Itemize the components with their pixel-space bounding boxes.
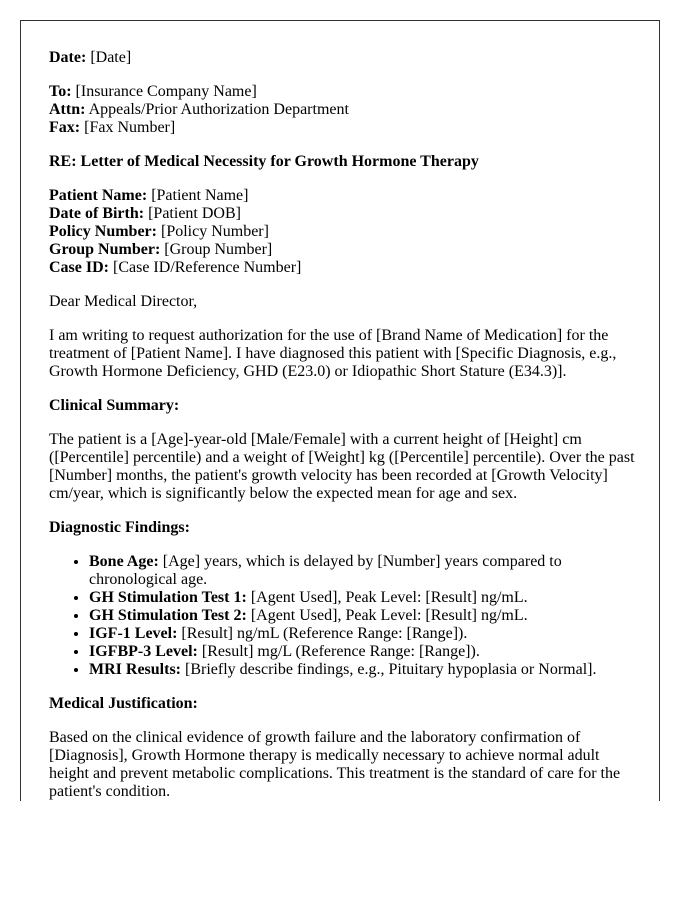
recipient-to (49, 83, 639, 101)
finding-value: [Result] ng/mL (Reference Range: [Range]). (181, 625, 468, 642)
intro-paragraph: I am writing to request authorization for the use of [Brand Name of Medication] for the treatment of [Patient Name]. I have diagnosed this patient with [Specific Diagnosis, e.g., Growth Hormone Deficiency, GHD (E23.0) or Idiopathic Short Stature (E34.3)]. (49, 327, 617, 380)
date-line (49, 49, 639, 67)
list-item (89, 553, 639, 589)
dob-label: Date of Birth: (49, 205, 145, 222)
fax-value: [Fax Number] (84, 119, 176, 136)
case-id-line (49, 259, 639, 277)
diagnostic-findings-heading (49, 519, 639, 537)
patient-name-label: Patient Name: (49, 187, 148, 204)
list-item (89, 661, 639, 679)
list-item (89, 643, 639, 661)
finding-label: IGFBP-3 Level: (89, 643, 198, 660)
finding-value: [Age] years, which is delayed by [Number] years compared to chronological age. (89, 553, 562, 588)
finding-label: IGF-1 Level: (89, 625, 178, 642)
finding-value: [Agent Used], Peak Level: [Result] ng/mL. (250, 589, 528, 606)
dob-value: [Patient DOB] (148, 205, 241, 222)
medical-justification-text: Based on the clinical evidence of growth failure and the laboratory confirmation of [Diagnosis], Growth Hormone therapy is medically necessary to achieve normal adult height and prevent metabolic complications. This treatment is the standard of care for the patient's condition. (49, 729, 621, 800)
recipient-fax (49, 119, 639, 137)
clinical-summary-heading-text: Clinical Summary: (49, 397, 180, 414)
group-label: Group Number: (49, 241, 161, 258)
date-value: [Date] (90, 49, 132, 66)
list-item (89, 589, 639, 607)
policy-label: Policy Number: (49, 223, 157, 240)
medical-justification-heading-text: Medical Justification: (49, 695, 198, 712)
re-line (49, 153, 639, 171)
attn-value: Appeals/Prior Authorization Department (88, 101, 349, 118)
recipient-block (49, 83, 639, 137)
fax-label: Fax: (49, 119, 81, 136)
recipient-attn (49, 101, 639, 119)
to-label: To: (49, 83, 72, 100)
patient-info-block (49, 187, 639, 277)
case-id-label: Case ID: (49, 259, 109, 276)
to-value: [Insurance Company Name] (75, 83, 257, 100)
patient-name-line (49, 187, 639, 205)
diagnostic-findings-heading-text: Diagnostic Findings: (49, 519, 190, 536)
attn-label: Attn: (49, 101, 86, 118)
patient-name-value: [Patient Name] (151, 187, 249, 204)
letter-content (49, 49, 639, 801)
clinical-summary-heading (49, 397, 639, 415)
date-label: Date: (49, 49, 87, 66)
salutation: Dear Medical Director, (49, 293, 198, 310)
letter-page (20, 20, 660, 801)
finding-value: [Briefly describe findings, e.g., Pituitary hypoplasia or Normal]. (185, 661, 597, 678)
finding-label: GH Stimulation Test 1: (89, 589, 247, 606)
re-subject: RE: Letter of Medical Necessity for Growth Hormone Therapy (49, 153, 479, 170)
group-value: [Group Number] (164, 241, 273, 258)
diagnostic-findings-list (49, 553, 639, 679)
medical-justification-heading (49, 695, 639, 713)
group-line (49, 241, 639, 259)
finding-value: [Result] mg/L (Reference Range: [Range]). (201, 643, 480, 660)
finding-value: [Agent Used], Peak Level: [Result] ng/mL. (250, 607, 528, 624)
policy-line (49, 223, 639, 241)
list-item (89, 607, 639, 625)
dob-line (49, 205, 639, 223)
clinical-summary-text: The patient is a [Age]-year-old [Male/Female] with a current height of [Height] cm ([Percentile] percentile) and a weight of [Weight] kg ([Percentile] percentile). Over the past [Number] months, the patient's growth velocity has been recorded at [Growth Velocity] cm/year, which is significantly below the expected mean for age and sex. (49, 431, 635, 502)
list-item (89, 625, 639, 643)
finding-label: GH Stimulation Test 2: (89, 607, 247, 624)
finding-label: MRI Results: (89, 661, 181, 678)
case-id-value: [Case ID/Reference Number] (113, 259, 302, 276)
finding-label: Bone Age: (89, 553, 159, 570)
policy-value: [Policy Number] (160, 223, 269, 240)
